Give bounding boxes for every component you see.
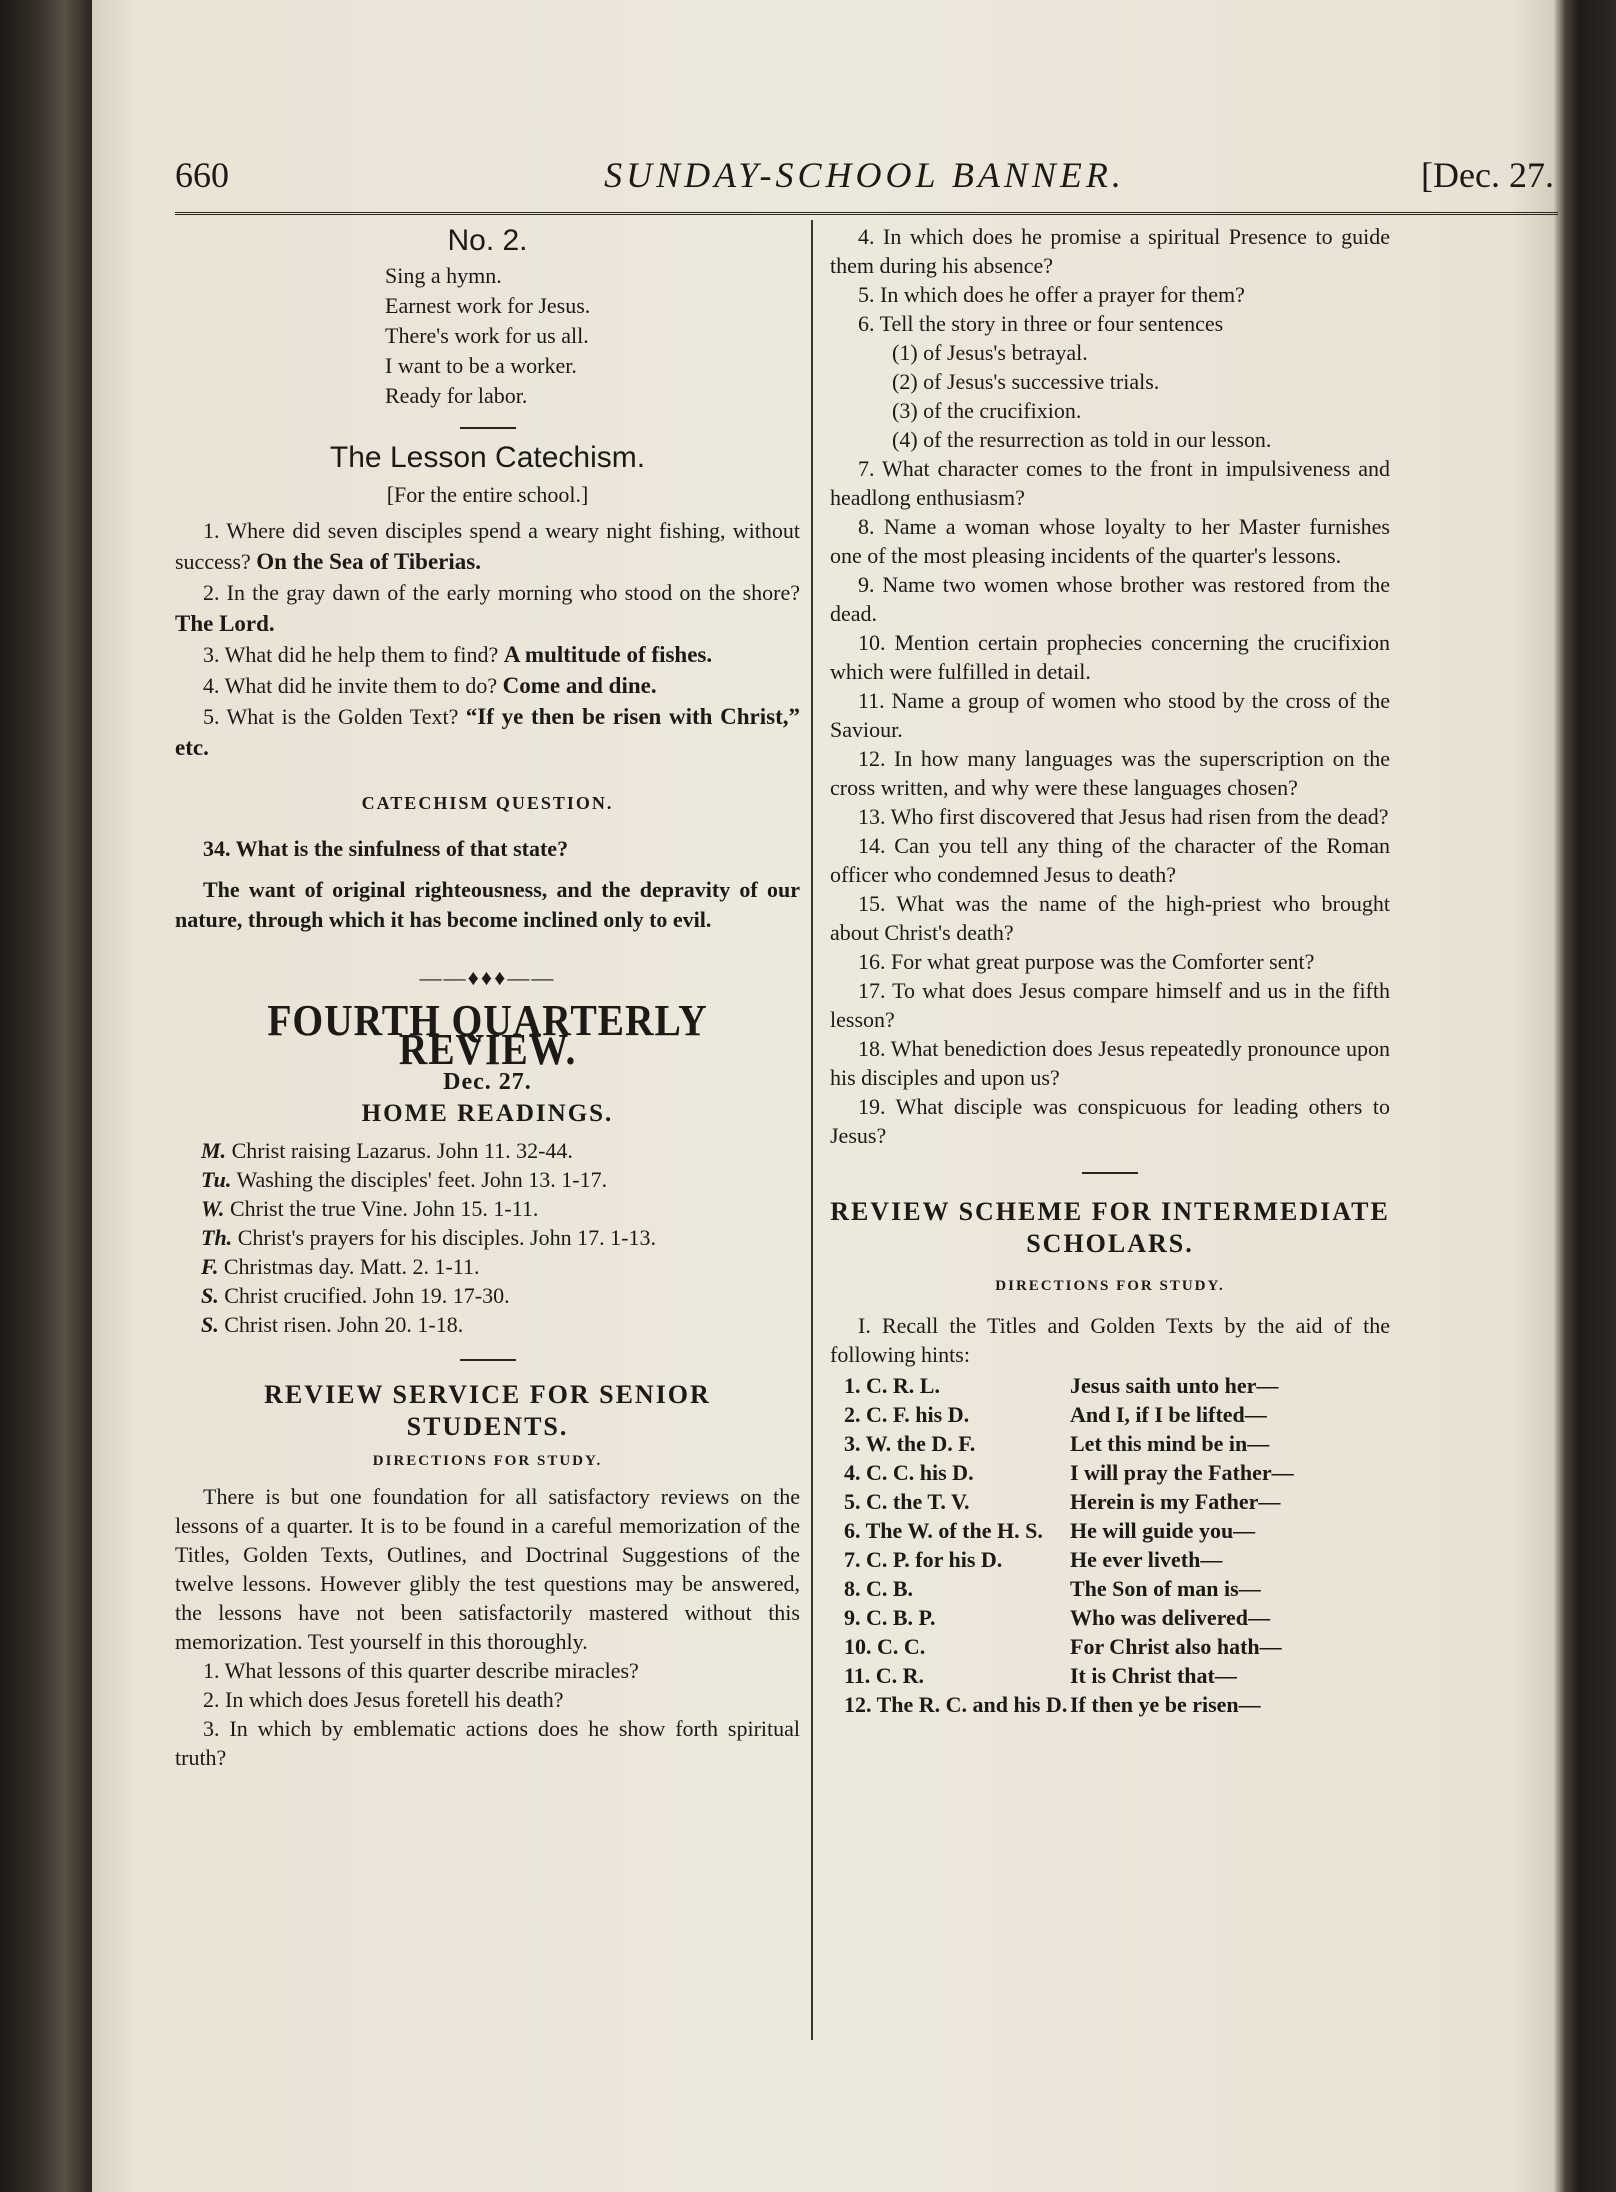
review-question: 19. What disciple was conspicuous for leading others to Jesus? <box>830 1094 1390 1148</box>
page-number: 660 <box>175 155 229 195</box>
hint-row <box>830 1603 1390 1632</box>
hint-text: Herein is my Father— <box>1070 1489 1281 1514</box>
hint-title: 9. C. B. P. <box>844 1605 936 1630</box>
review-title: FOURTH QUARTERLY REVIEW. <box>267 996 708 1074</box>
hint-row <box>830 1690 1390 1719</box>
reading-item <box>175 1223 800 1252</box>
hymn-heading: No. 2. <box>447 224 528 257</box>
reading-item <box>175 1194 800 1223</box>
hint-row <box>830 1371 1390 1400</box>
review-question: 10. Mention certain prophecies concerning the crucifixion which were fulfilled in detail. <box>830 630 1390 684</box>
reading-text: Christ crucified. John 19. 17-30. <box>224 1283 510 1308</box>
review-question: 13. Who first discovered that Jesus had risen from the dead? <box>858 804 1389 829</box>
review-question: 11. Name a group of women who stood by the cross of the Saviour. <box>830 688 1390 742</box>
reading-day: S. <box>201 1283 219 1308</box>
hint-title: 1. C. R. L. <box>844 1373 940 1398</box>
catechism-title: The Lesson Catechism. <box>329 441 646 474</box>
hint-text: I will pray the Father— <box>1070 1460 1294 1485</box>
senior-heading: REVIEW SERVICE FOR SENIOR STUDENTS. <box>264 1380 711 1441</box>
catechism-item <box>175 639 800 670</box>
hint-text: Who was delivered— <box>1070 1605 1271 1630</box>
catechism-item <box>175 577 800 639</box>
review-question: 17. To what does Jesus compare himself and us in the fifth lesson? <box>830 978 1390 1032</box>
review-question: 7. What character comes to the front in impulsiveness and headlong enthusiasm? <box>830 456 1390 510</box>
hymn-line: There's work for us all. <box>385 323 589 348</box>
review-sub-item: (4) of the resurrection as told in our lesson. <box>892 427 1272 452</box>
reading-item <box>175 1136 800 1165</box>
reading-day: Tu. <box>201 1167 232 1192</box>
senior-question: 1. What lessons of this quarter describe miracles? <box>203 1658 639 1683</box>
hymn-list <box>175 261 800 411</box>
catechism-question: 34. What is the sinfulness of that state? <box>203 836 569 861</box>
hint-title: 4. C. C. his D. <box>844 1460 974 1485</box>
catechism-a: A multitude of fishes. <box>503 642 713 667</box>
reading-item <box>175 1310 800 1339</box>
hint-row <box>830 1487 1390 1516</box>
hint-text: He will guide you— <box>1070 1518 1256 1543</box>
book-binding-right <box>1554 0 1616 2192</box>
catechism-q: 3. What did he help them to find? <box>203 642 499 667</box>
reading-text: Christ raising Lazarus. John 11. 32-44. <box>231 1138 573 1163</box>
catechism-a: “If ye then be risen with Christ,” etc. <box>175 704 800 760</box>
catechism-item <box>175 670 800 701</box>
hint-row <box>830 1458 1390 1487</box>
hint-text: For Christ also hath— <box>1070 1634 1282 1659</box>
hint-row <box>830 1516 1390 1545</box>
review-sub-item: (1) of Jesus's betrayal. <box>892 340 1088 365</box>
catechism-a: The Lord. <box>175 611 275 636</box>
review-question: 14. Can you tell any thing of the character of the Roman officer who condemned Jesus to death? <box>830 833 1390 887</box>
hint-title: 10. C. C. <box>844 1634 926 1659</box>
left-column <box>175 222 800 1772</box>
catechism-note: [For the entire school.] <box>386 482 589 507</box>
reading-text: Christmas day. Matt. 2. 1-11. <box>223 1254 480 1279</box>
reading-text: Washing the disciples' feet. John 13. 1-17. <box>236 1167 608 1192</box>
catechism-answer: The want of original righteousness, and the depravity of our nature, through which it has become inclined only to evil. <box>175 877 800 932</box>
senior-question: 2. In which does Jesus foretell his death? <box>203 1687 564 1712</box>
reading-day: M. <box>201 1138 227 1163</box>
hint-row <box>830 1545 1390 1574</box>
section-rule <box>460 427 516 429</box>
senior-intro: There is but one foundation for all satisfactory reviews on the lessons of a quarter. It is to be found in a careful memorization of the Titles, Golden Texts, Outlines, and Doctrinal Suggestions of the twelve lessons. However glibly the test questions may be answered, the lessons have not been satisfactorily mastered without this memorization. Test yourself in this thoroughly. <box>175 1484 800 1654</box>
hints-table <box>830 1371 1390 1719</box>
home-readings-heading: HOME READINGS. <box>361 1100 614 1127</box>
hymn-line: Earnest work for Jesus. <box>385 293 591 318</box>
hint-title: 6. The W. of the H. S. <box>844 1518 1043 1543</box>
catechism-a: Come and dine. <box>502 673 657 698</box>
hint-title: 3. W. the D. F. <box>844 1431 976 1456</box>
reading-day: F. <box>201 1254 219 1279</box>
catechism-q: 4. What did he invite them to do? <box>203 673 498 698</box>
hint-title: 5. C. the T. V. <box>844 1489 970 1514</box>
catechism-q: 5. What is the Golden Text? <box>203 704 459 729</box>
hint-text: And I, if I be lifted— <box>1070 1402 1267 1427</box>
review-question: 4. In which does he promise a spiritual Presence to guide them during his absence? <box>830 224 1390 278</box>
hint-row <box>830 1661 1390 1690</box>
hint-title: 11. C. R. <box>844 1663 925 1688</box>
hint-text: Let this mind be in— <box>1070 1431 1270 1456</box>
review-question: 16. For what great purpose was the Comforter sent? <box>858 949 1315 974</box>
catechism-item <box>175 515 800 577</box>
catechism-a: On the Sea of Tiberias. <box>256 549 481 574</box>
header-rule <box>175 212 1558 215</box>
reading-text: Christ the true Vine. John 15. 1-11. <box>229 1196 539 1221</box>
hint-text: The Son of man is— <box>1070 1576 1261 1601</box>
hint-row <box>830 1632 1390 1661</box>
review-question: 6. Tell the story in three or four sentences <box>858 311 1224 336</box>
review-question: 12. In how many languages was the superscription on the cross written, and why were these languages chosen? <box>830 746 1390 800</box>
hint-title: 12. The R. C. and his D. <box>844 1692 1068 1717</box>
hymn-line: Sing a hymn. <box>385 263 502 288</box>
hint-title: 7. C. P. for his D. <box>844 1547 1003 1572</box>
review-question: 18. What benediction does Jesus repeatedly pronounce upon his disciples and upon us? <box>830 1036 1390 1090</box>
intermediate-intro: I. Recall the Titles and Golden Texts by the aid of the following hints: <box>830 1313 1390 1367</box>
senior-directions: DIRECTIONS FOR STUDY. <box>372 1453 603 1469</box>
hint-row <box>830 1400 1390 1429</box>
hint-text: Jesus saith unto her— <box>1070 1373 1279 1398</box>
review-question: 15. What was the name of the high-priest who brought about Christ's death? <box>830 891 1390 945</box>
book-binding-left <box>0 0 92 2192</box>
section-rule <box>460 1359 516 1361</box>
publication-title: SUNDAY-SCHOOL BANNER. <box>604 155 1125 195</box>
issue-date: [Dec. 27. <box>1421 155 1554 195</box>
hymn-line: Ready for labor. <box>385 383 528 408</box>
catechism-item <box>175 701 800 763</box>
hint-text: If then ye be risen— <box>1070 1692 1261 1717</box>
hint-row <box>830 1429 1390 1458</box>
intermediate-directions: DIRECTIONS FOR STUDY. <box>995 1278 1225 1294</box>
hint-title: 8. C. B. <box>844 1576 914 1601</box>
review-sub-item: (2) of Jesus's successive trials. <box>892 369 1160 394</box>
hint-title: 2. C. F. his D. <box>844 1402 970 1427</box>
hint-row <box>830 1574 1390 1603</box>
hint-text: He ever liveth— <box>1070 1547 1223 1572</box>
intermediate-heading: REVIEW SCHEME FOR INTERMEDIATE SCHOLARS. <box>830 1197 1390 1258</box>
section-rule <box>1082 1172 1138 1174</box>
senior-question: 3. In which by emblematic actions does he show forth spiritual truth? <box>175 1716 800 1770</box>
reading-text: Christ risen. John 20. 1-18. <box>224 1312 464 1337</box>
home-readings-list <box>175 1136 800 1339</box>
review-question: 9. Name two women whose brother was restored from the dead. <box>830 572 1390 626</box>
reading-item <box>175 1165 800 1194</box>
review-date: Dec. 27. <box>443 1069 532 1095</box>
catechism-question-heading: CATECHISM QUESTION. <box>361 793 614 813</box>
catechism-q: 2. In the gray dawn of the early morning who stood on the shore? <box>203 580 800 605</box>
hymn-line: I want to be a worker. <box>385 353 577 378</box>
reading-day: S. <box>201 1312 219 1337</box>
right-column <box>830 222 1390 1719</box>
review-question: 5. In which does he offer a prayer for them? <box>858 282 1245 307</box>
reading-day: Th. <box>201 1225 233 1250</box>
catechism-q: 1. Where did seven disciples spend a weary night fishing, without success? <box>175 518 800 574</box>
review-sub-item: (3) of the crucifixion. <box>892 398 1082 423</box>
reading-item <box>175 1252 800 1281</box>
reading-text: Christ's prayers for his disciples. John 17. 1-13. <box>237 1225 656 1250</box>
hint-text: It is Christ that— <box>1070 1663 1237 1688</box>
reading-day: W. <box>201 1196 225 1221</box>
column-divider <box>811 220 813 2040</box>
review-question: 8. Name a woman whose loyalty to her Master furnishes one of the most pleasing incidents of the quarter's lessons. <box>830 514 1390 568</box>
page-header <box>175 150 1554 206</box>
reading-item <box>175 1281 800 1310</box>
ornament-rule: ——♦♦♦—— <box>419 965 556 990</box>
